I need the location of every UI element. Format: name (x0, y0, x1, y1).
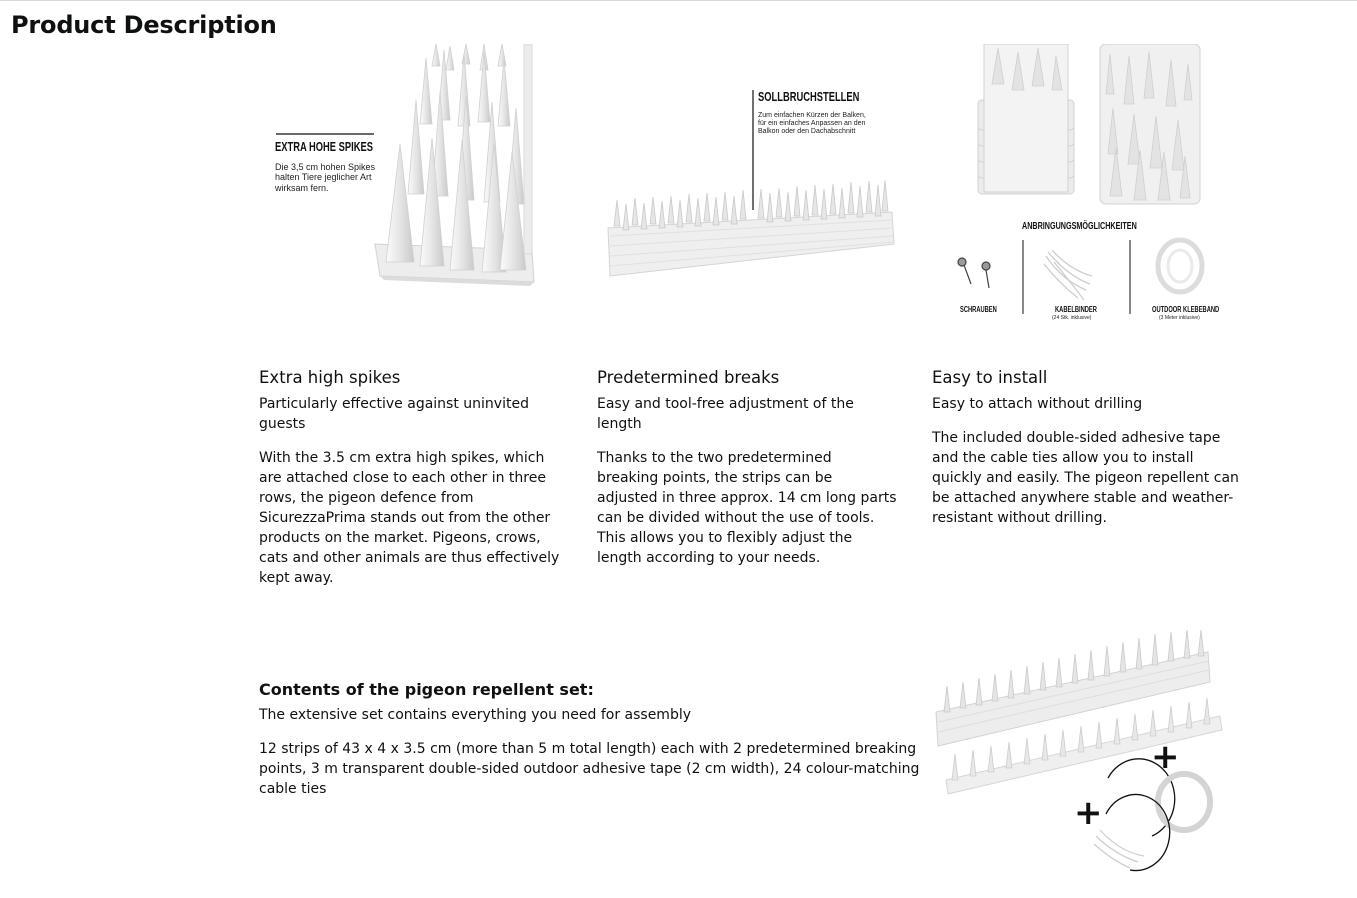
contents-body: 12 strips of 43 x 4 x 3.5 cm (more than 5 m total length) each with 2 predetermined breaking points, 3 m transparent double-sided outdoor adhesive tape (2 cm width), 24 colour-matching cable ties (259, 741, 920, 797)
cable-ties-label: KABELBINDER (1055, 305, 1097, 314)
install-image-heading: ANBRINGUNGSMÖGLICHKEITEN (1022, 221, 1137, 232)
feature-body: Thanks to the two predetermined breaking points, the strips can be adjusted in three approx. 14 cm long parts can be divided without the use of tools. This allows you to flexibly adjust the length according to your needs. (597, 450, 897, 566)
install-image (944, 44, 1234, 334)
breaks-image-caption: Zum einfachen Kürzen der Balken, für ein einfaches Anpassen an den Balkon oder den Dachabschnitt (758, 112, 866, 136)
cable-ties-note: (24 Stk. inklusive) (1052, 315, 1092, 321)
feature-subtitle: Easy to attach without drilling (932, 396, 1143, 412)
feature-subtitle: Particularly effective against uninvited guests (259, 396, 529, 432)
set-contents-image (930, 630, 1230, 880)
feature-body: The included double-sided adhesive tape and the cable ties allow you to install quickly and easily. The pigeon repellent can be attached anywhere stable and weather-resistant without drilling. (932, 430, 1239, 526)
feature-predetermined-breaks (597, 366, 897, 568)
feature-title: Extra high spikes (259, 368, 401, 387)
top-divider (0, 0, 1357, 1)
feature-subtitle: Easy and tool-free adjustment of the length (597, 396, 854, 432)
tape-note: (3 Meter inklusive) (1159, 315, 1200, 321)
set-contents (259, 678, 939, 799)
contents-subtitle: The extensive set contains everything you need for assembly (259, 707, 692, 723)
feature-easy-to-install (932, 366, 1242, 528)
breaks-image (604, 80, 898, 290)
contents-title: Contents of the pigeon repellent set: (259, 680, 594, 699)
feature-title: Predetermined breaks (597, 368, 780, 387)
spikes-image-heading: EXTRA HOHE SPIKES (275, 139, 373, 154)
page-title: Product Description (11, 11, 277, 39)
feature-extra-high-spikes (259, 366, 569, 588)
plus-icon: + (1074, 793, 1103, 833)
tape-label: OUTDOOR KLEBEBAND (1152, 305, 1220, 314)
breaks-image-heading: SOLLBRUCHSTELLEN (758, 89, 860, 104)
feature-body: With the 3.5 cm extra high spikes, which are attached close to each other in three rows, the pigeon defence from SicurezzaPrima stands out from the other products on the market. Pigeons, crows, cats and other animals are thus effectively kept away. (259, 450, 560, 586)
spikes-image (262, 44, 562, 294)
screws-label: SCHRAUBEN (960, 305, 997, 314)
plus-icon: + (1151, 737, 1180, 777)
feature-title: Easy to install (932, 368, 1048, 387)
spikes-image-caption: Die 3,5 cm hohen Spikes halten Tiere jeglicher Art wirksam fern. (275, 162, 376, 193)
